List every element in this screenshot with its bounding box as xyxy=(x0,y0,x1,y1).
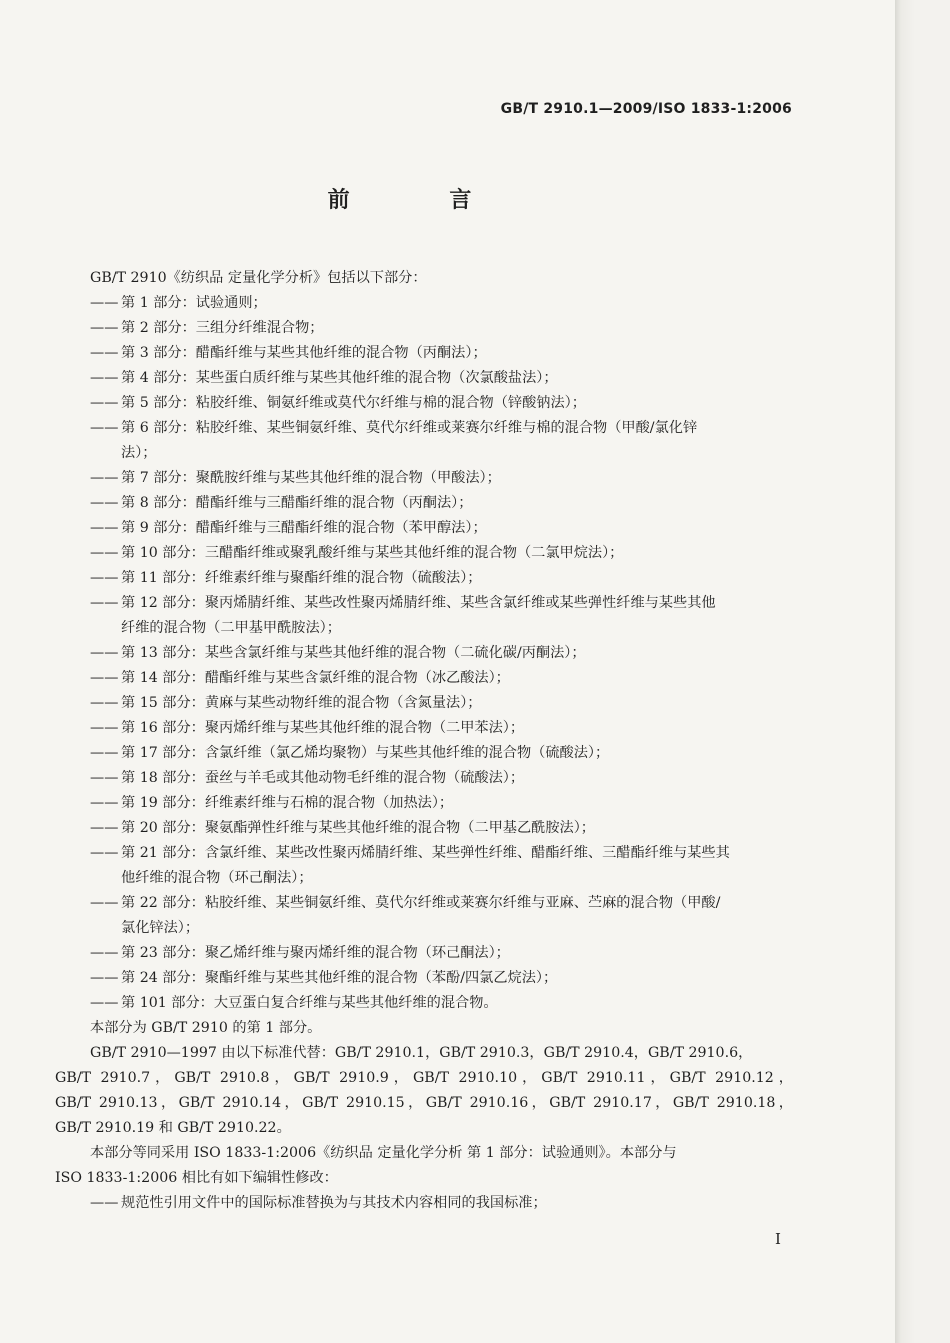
replaces-line-1: GB/T 2910—1997 由以下标准代替：GB/T 2910.1，GB/T 2910.3，GB/T 2910.4，GB/T 2910.6， xyxy=(90,1045,753,1061)
part-item xyxy=(90,791,453,816)
part-item xyxy=(90,416,697,441)
part-text: 第 4 部分：某些蛋白质纤维与某些其他纤维的混合物（次氯酸盐法）； xyxy=(121,370,558,386)
dash-mark: —— xyxy=(90,470,119,486)
part-text: 第 13 部分：某些含氯纤维与某些其他纤维的混合物（二硫化碳/丙酮法）； xyxy=(121,645,586,661)
page-title: 前 言 xyxy=(327,188,518,213)
part-item xyxy=(90,816,595,841)
part-item xyxy=(90,941,510,966)
part-text: 第 19 部分：纤维素纤维与石棉的混合物（加热法）； xyxy=(121,795,454,811)
dash-mark: —— xyxy=(90,720,119,736)
part-item xyxy=(90,491,472,516)
dash-mark: —— xyxy=(90,820,119,836)
part-item xyxy=(90,566,481,591)
dash-mark: —— xyxy=(90,495,119,511)
part-text: 第 2 部分：三组分纤维混合物； xyxy=(121,320,324,336)
dash-mark: —— xyxy=(90,545,119,561)
part-item xyxy=(90,691,481,716)
part-text: 第 20 部分：聚氨酯弹性纤维与某些其他纤维的混合物（二甲基乙酰胺法）； xyxy=(121,820,595,836)
part-text-continuation: 他纤维的混合物（环己酮法）； xyxy=(121,870,313,886)
part-text: 第 18 部分：蚕丝与羊毛或其他动物毛纤维的混合物（硫酸法）； xyxy=(121,770,525,786)
page-number: I xyxy=(775,1230,781,1248)
iso-line-1: 本部分等同采用 ISO 1833-1:2006《纺织品 定量化学分析 第 1 部分：试验通则》。本部分与 xyxy=(90,1145,677,1161)
part-text: 第 5 部分：粘胶纤维、铜氨纤维或莫代尔纤维与棉的混合物（锌酸钠法）； xyxy=(121,395,586,411)
part-text-continuation: 法）； xyxy=(121,445,157,461)
part-item xyxy=(90,591,716,616)
part-text: 第 101 部分：大豆蛋白复合纤维与某些其他纤维的混合物。 xyxy=(121,995,498,1011)
dash-mark: —— xyxy=(90,295,119,311)
edit-change-item xyxy=(90,1191,547,1216)
part-item xyxy=(90,716,524,741)
part-text: 第 3 部分：醋酯纤维与某些其他纤维的混合物（丙酮法）； xyxy=(121,345,487,361)
dash-mark: —— xyxy=(90,645,119,661)
iso-line-2: ISO 1833-1:2006 相比有如下编辑性修改： xyxy=(55,1170,338,1186)
dash-mark: —— xyxy=(90,420,119,436)
dash-mark: —— xyxy=(90,770,119,786)
part-item xyxy=(90,316,324,341)
dash-mark: —— xyxy=(90,895,119,911)
part-item xyxy=(90,966,557,991)
dash-mark: —— xyxy=(90,845,119,861)
part-item xyxy=(90,516,487,541)
intro-paragraph: GB/T 2910《纺织品 定量化学分析》包括以下部分： xyxy=(90,270,427,286)
page-edge xyxy=(895,0,950,1343)
part-text: 第 23 部分：聚乙烯纤维与聚丙烯纤维的混合物（环己酮法）； xyxy=(121,945,510,961)
part-text: 第 17 部分：含氯纤维（氯乙烯均聚物）与某些其他纤维的混合物（硫酸法）； xyxy=(121,745,610,761)
part-item xyxy=(90,891,720,916)
dash-mark: —— xyxy=(90,570,119,586)
part-item xyxy=(90,341,487,366)
part-text-continuation: 氯化锌法）； xyxy=(121,920,200,936)
part-item xyxy=(90,766,524,791)
part-text: 第 24 部分：聚酯纤维与某些其他纤维的混合物（苯酚/四氯乙烷法）； xyxy=(121,970,558,986)
standard-number: GB/T 2910.1—2009/ISO 1833-1:2006 xyxy=(500,101,792,117)
edit-change-text: 规范性引用文件中的国际标准替换为与其技术内容相同的我国标准； xyxy=(121,1195,547,1211)
dash-mark: —— xyxy=(90,745,119,761)
dash-mark: —— xyxy=(90,695,119,711)
part-text: 第 9 部分：醋酯纤维与三醋酯纤维的混合物（苯甲醇法）； xyxy=(121,520,487,536)
replaces-line-3: GB/T 2910.13，GB/T 2910.14，GB/T 2910.15，GB/T 2910.16，GB/T 2910.17，GB/T 2910.18， xyxy=(55,1095,793,1111)
dash-mark: —— xyxy=(90,945,119,961)
dash-mark: —— xyxy=(90,520,119,536)
dash-mark: —— xyxy=(90,595,119,611)
part-text: 第 12 部分：聚丙烯腈纤维、某些改性聚丙烯腈纤维、某些含氯纤维或某些弹性纤维与某些其他 xyxy=(121,595,716,611)
part-text: 第 16 部分：聚丙烯纤维与某些其他纤维的混合物（二甲苯法）； xyxy=(121,720,525,736)
dash-mark: —— xyxy=(90,345,119,361)
part-item xyxy=(90,991,498,1016)
part-of-paragraph: 本部分为 GB/T 2910 的第 1 部分。 xyxy=(90,1020,322,1036)
part-text: 第 11 部分：纤维素纤维与聚酯纤维的混合物（硫酸法）； xyxy=(121,570,482,586)
dash-mark: —— xyxy=(90,795,119,811)
dash-mark: —— xyxy=(90,995,119,1011)
dash-mark: —— xyxy=(90,395,119,411)
dash-mark: —— xyxy=(90,370,119,386)
part-item xyxy=(90,291,267,316)
part-item xyxy=(90,366,558,391)
part-item xyxy=(90,466,501,491)
part-item xyxy=(90,741,609,766)
dash-mark: —— xyxy=(90,670,119,686)
part-item xyxy=(90,391,586,416)
dash-mark: —— xyxy=(90,1195,119,1211)
part-item xyxy=(90,841,730,866)
part-text: 第 14 部分：醋酯纤维与某些含氯纤维的混合物（冰乙酸法）； xyxy=(121,670,510,686)
part-text: 第 22 部分：粘胶纤维、某些铜氨纤维、莫代尔纤维或莱赛尔纤维与亚麻、苎麻的混合物（甲酸/ xyxy=(121,895,721,911)
part-text: 第 6 部分：粘胶纤维、某些铜氨纤维、莫代尔纤维或莱赛尔纤维与棉的混合物（甲酸/氯化锌 xyxy=(121,420,698,436)
part-text: 第 8 部分：醋酯纤维与三醋酯纤维的混合物（丙酮法）； xyxy=(121,495,473,511)
part-item xyxy=(90,641,586,666)
part-item xyxy=(90,666,510,691)
part-text: 第 10 部分：三醋酯纤维或聚乳酸纤维与某些其他纤维的混合物（二氯甲烷法）； xyxy=(121,545,624,561)
part-text-continuation: 纤维的混合物（二甲基甲酰胺法）； xyxy=(121,620,341,636)
part-text: 第 21 部分：含氯纤维、某些改性聚丙烯腈纤维、某些弹性纤维、醋酯纤维、三醋酯纤维与某些其 xyxy=(121,845,730,861)
part-item xyxy=(90,541,623,566)
replaces-line-2: GB/T 2910.7，GB/T 2910.8，GB/T 2910.9，GB/T 2910.10，GB/T 2910.11，GB/T 2910.12， xyxy=(55,1070,793,1086)
part-text: 第 7 部分：聚酰胺纤维与某些其他纤维的混合物（甲酸法）； xyxy=(121,470,501,486)
replaces-line-4: GB/T 2910.19 和 GB/T 2910.22。 xyxy=(55,1120,291,1136)
part-text: 第 15 部分：黄麻与某些动物纤维的混合物（含氮量法）； xyxy=(121,695,482,711)
dash-mark: —— xyxy=(90,970,119,986)
part-text: 第 1 部分：试验通则； xyxy=(121,295,267,311)
dash-mark: —— xyxy=(90,320,119,336)
